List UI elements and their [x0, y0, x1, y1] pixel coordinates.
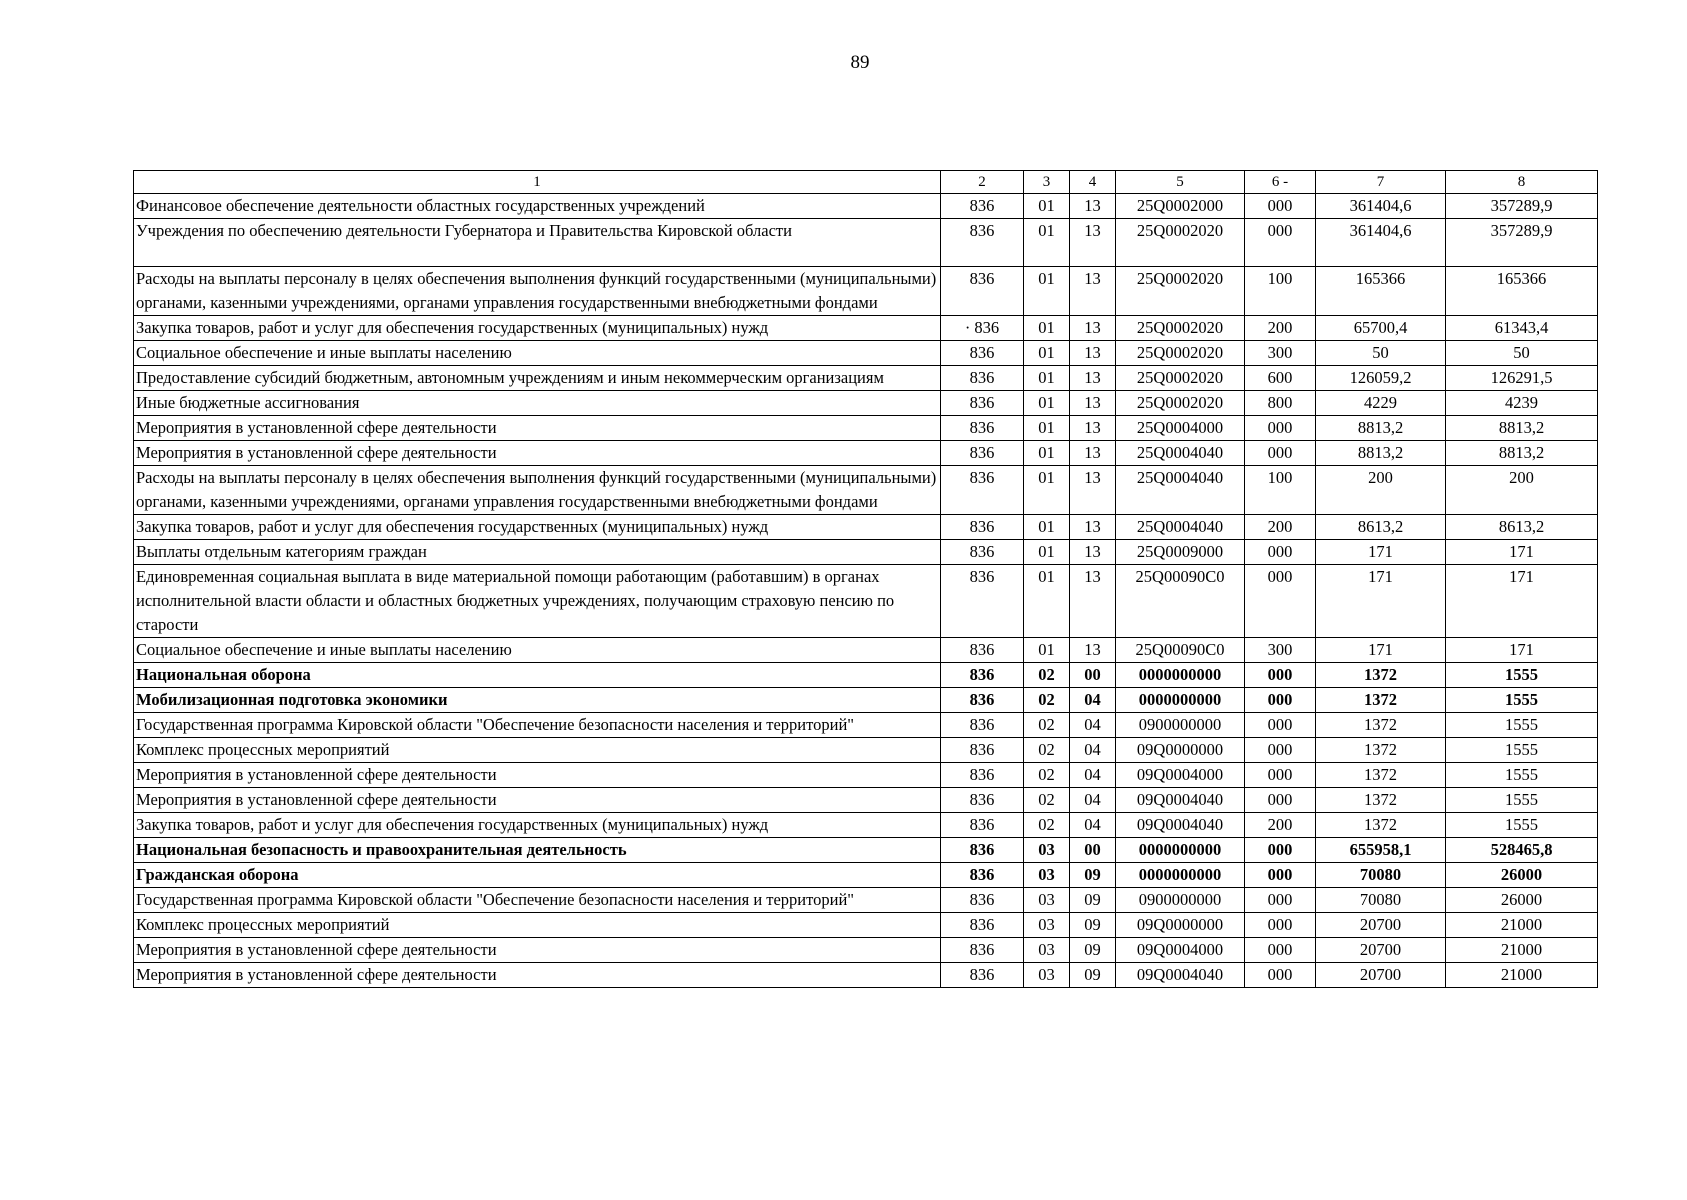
row-target-article-cell: 25Q0004040: [1116, 441, 1245, 466]
row-expense-type-cell: 000: [1245, 938, 1316, 963]
row-amount-1-cell: 171: [1316, 638, 1446, 663]
row-target-article-cell: 0000000000: [1116, 863, 1245, 888]
row-section-cell: 01: [1024, 219, 1070, 267]
row-code-cell: 836: [941, 813, 1024, 838]
row-name-cell: Учреждения по обеспечению деятельности Губернатора и Правительства Кировской области: [134, 219, 941, 267]
header-cell-8: 8: [1446, 171, 1598, 194]
row-amount-1-cell: 1372: [1316, 738, 1446, 763]
row-amount-2-cell: 21000: [1446, 913, 1598, 938]
row-amount-2-cell: 21000: [1446, 938, 1598, 963]
row-code-cell: 836: [941, 888, 1024, 913]
table-row: [134, 938, 1598, 963]
row-section-cell: 02: [1024, 713, 1070, 738]
table-row: [134, 738, 1598, 763]
row-amount-1-cell: 1372: [1316, 688, 1446, 713]
row-subsection-cell: 13: [1070, 515, 1116, 540]
row-target-article-cell: 09Q0004000: [1116, 938, 1245, 963]
row-code-cell: 836: [941, 366, 1024, 391]
row-section-cell: 01: [1024, 194, 1070, 219]
row-expense-type-cell: 300: [1245, 341, 1316, 366]
row-section-cell: 02: [1024, 663, 1070, 688]
row-code-cell: 836: [941, 540, 1024, 565]
row-amount-1-cell: 70080: [1316, 888, 1446, 913]
row-section-cell: 01: [1024, 638, 1070, 663]
row-target-article-cell: 25Q0002020: [1116, 267, 1245, 316]
row-section-cell: 01: [1024, 341, 1070, 366]
budget-table: [133, 170, 1598, 988]
row-amount-2-cell: 1555: [1446, 688, 1598, 713]
row-name-cell: Мероприятия в установленной сфере деятельности: [134, 441, 941, 466]
header-cell-6: 6 -: [1245, 171, 1316, 194]
row-name-cell: Социальное обеспечение и иные выплаты населению: [134, 638, 941, 663]
row-amount-1-cell: 200: [1316, 466, 1446, 515]
row-section-cell: 03: [1024, 863, 1070, 888]
table-row: [134, 219, 1598, 267]
row-subsection-cell: 04: [1070, 688, 1116, 713]
row-section-cell: 02: [1024, 738, 1070, 763]
row-subsection-cell: 13: [1070, 267, 1116, 316]
row-expense-type-cell: 000: [1245, 688, 1316, 713]
row-name-cell: Мероприятия в установленной сфере деятельности: [134, 938, 941, 963]
row-section-cell: 01: [1024, 316, 1070, 341]
row-code-cell: 836: [941, 763, 1024, 788]
table-row: [134, 515, 1598, 540]
row-subsection-cell: 09: [1070, 888, 1116, 913]
row-name-cell: Комплекс процессных мероприятий: [134, 913, 941, 938]
table-row: [134, 913, 1598, 938]
table-row: [134, 963, 1598, 988]
row-section-cell: 03: [1024, 913, 1070, 938]
row-section-cell: 01: [1024, 515, 1070, 540]
row-subsection-cell: 00: [1070, 663, 1116, 688]
row-section-cell: 01: [1024, 540, 1070, 565]
row-code-cell: 836: [941, 565, 1024, 638]
table-row: [134, 466, 1598, 515]
row-section-cell: 01: [1024, 366, 1070, 391]
row-target-article-cell: 25Q0004040: [1116, 466, 1245, 515]
row-code-cell: 836: [941, 441, 1024, 466]
row-subsection-cell: 13: [1070, 565, 1116, 638]
row-code-cell: 836: [941, 938, 1024, 963]
header-cell-2: 2: [941, 171, 1024, 194]
row-name-cell: Мероприятия в установленной сфере деятельности: [134, 788, 941, 813]
row-name-cell: Комплекс процессных мероприятий: [134, 738, 941, 763]
row-name-cell: Национальная оборона: [134, 663, 941, 688]
row-amount-2-cell: 171: [1446, 638, 1598, 663]
row-target-article-cell: 25Q00090C0: [1116, 638, 1245, 663]
row-amount-2-cell: 1555: [1446, 788, 1598, 813]
row-subsection-cell: 04: [1070, 713, 1116, 738]
row-target-article-cell: 25Q0002020: [1116, 341, 1245, 366]
row-amount-1-cell: 361404,6: [1316, 194, 1446, 219]
row-expense-type-cell: 000: [1245, 416, 1316, 441]
row-amount-2-cell: 26000: [1446, 888, 1598, 913]
row-name-cell: Расходы на выплаты персоналу в целях обеспечения выполнения функций государственными (муниципальными) органами, казенными учреждениями, органами управления государственными внебюджетными фондами: [134, 466, 941, 515]
row-target-article-cell: 0900000000: [1116, 888, 1245, 913]
row-amount-1-cell: 65700,4: [1316, 316, 1446, 341]
row-code-cell: 836: [941, 738, 1024, 763]
row-section-cell: 01: [1024, 466, 1070, 515]
row-target-article-cell: 0000000000: [1116, 838, 1245, 863]
row-amount-2-cell: 165366: [1446, 267, 1598, 316]
row-code-cell: 836: [941, 194, 1024, 219]
row-name-cell: Государственная программа Кировской области "Обеспечение безопасности населения и территорий": [134, 713, 941, 738]
row-name-cell: Закупка товаров, работ и услуг для обеспечения государственных (муниципальных) нужд: [134, 813, 941, 838]
row-amount-2-cell: 171: [1446, 540, 1598, 565]
row-expense-type-cell: 100: [1245, 267, 1316, 316]
row-amount-1-cell: 171: [1316, 540, 1446, 565]
row-name-cell: Закупка товаров, работ и услуг для обеспечения государственных (муниципальных) нужд: [134, 316, 941, 341]
row-code-cell: 836: [941, 515, 1024, 540]
row-name-cell: Социальное обеспечение и иные выплаты населению: [134, 341, 941, 366]
row-target-article-cell: 09Q0004000: [1116, 763, 1245, 788]
row-code-cell: · 836: [941, 316, 1024, 341]
row-amount-1-cell: 8813,2: [1316, 441, 1446, 466]
row-name-cell: Предоставление субсидий бюджетным, автономным учреждениям и иным некоммерческим организациям: [134, 366, 941, 391]
row-amount-2-cell: 26000: [1446, 863, 1598, 888]
row-subsection-cell: 09: [1070, 863, 1116, 888]
row-amount-2-cell: 1555: [1446, 813, 1598, 838]
row-name-cell: Закупка товаров, работ и услуг для обеспечения государственных (муниципальных) нужд: [134, 515, 941, 540]
row-expense-type-cell: 200: [1245, 316, 1316, 341]
row-expense-type-cell: 300: [1245, 638, 1316, 663]
row-subsection-cell: 13: [1070, 219, 1116, 267]
row-target-article-cell: 25Q0002020: [1116, 316, 1245, 341]
header-row: [134, 171, 1598, 194]
row-subsection-cell: 13: [1070, 316, 1116, 341]
row-code-cell: 836: [941, 466, 1024, 515]
row-amount-1-cell: 655958,1: [1316, 838, 1446, 863]
row-target-article-cell: 09Q0004040: [1116, 813, 1245, 838]
row-code-cell: 836: [941, 341, 1024, 366]
row-amount-1-cell: 20700: [1316, 913, 1446, 938]
row-target-article-cell: 09Q0000000: [1116, 738, 1245, 763]
row-amount-1-cell: 171: [1316, 565, 1446, 638]
row-expense-type-cell: 600: [1245, 366, 1316, 391]
row-target-article-cell: 0900000000: [1116, 713, 1245, 738]
row-expense-type-cell: 000: [1245, 888, 1316, 913]
row-subsection-cell: 13: [1070, 441, 1116, 466]
row-target-article-cell: 25Q0002020: [1116, 366, 1245, 391]
row-target-article-cell: 09Q0004040: [1116, 788, 1245, 813]
row-expense-type-cell: 000: [1245, 219, 1316, 267]
row-expense-type-cell: 000: [1245, 663, 1316, 688]
header-cell-3: 3: [1024, 171, 1070, 194]
row-code-cell: 836: [941, 416, 1024, 441]
row-name-cell: Государственная программа Кировской области "Обеспечение безопасности населения и территорий": [134, 888, 941, 913]
row-name-cell: Расходы на выплаты персоналу в целях обеспечения выполнения функций государственными (муниципальными) органами, казенными учреждениями, органами управления государственными внебюджетными фондами: [134, 267, 941, 316]
row-section-cell: 02: [1024, 688, 1070, 713]
row-expense-type-cell: 000: [1245, 738, 1316, 763]
row-amount-2-cell: 171: [1446, 565, 1598, 638]
row-section-cell: 01: [1024, 441, 1070, 466]
row-expense-type-cell: 000: [1245, 838, 1316, 863]
row-subsection-cell: 13: [1070, 391, 1116, 416]
table-row: [134, 788, 1598, 813]
row-section-cell: 02: [1024, 788, 1070, 813]
row-code-cell: 836: [941, 391, 1024, 416]
row-amount-1-cell: 20700: [1316, 938, 1446, 963]
page-number: 89: [850, 52, 870, 73]
row-code-cell: 836: [941, 219, 1024, 267]
row-code-cell: 836: [941, 963, 1024, 988]
row-amount-1-cell: 1372: [1316, 763, 1446, 788]
row-subsection-cell: 04: [1070, 763, 1116, 788]
row-amount-2-cell: 200: [1446, 466, 1598, 515]
row-amount-1-cell: 8813,2: [1316, 416, 1446, 441]
row-target-article-cell: 25Q0004000: [1116, 416, 1245, 441]
row-expense-type-cell: 000: [1245, 763, 1316, 788]
row-subsection-cell: 09: [1070, 938, 1116, 963]
row-amount-1-cell: 1372: [1316, 813, 1446, 838]
row-expense-type-cell: 000: [1245, 194, 1316, 219]
row-name-cell: Мероприятия в установленной сфере деятельности: [134, 763, 941, 788]
row-amount-2-cell: 4239: [1446, 391, 1598, 416]
table-row: [134, 416, 1598, 441]
row-code-cell: 836: [941, 838, 1024, 863]
row-section-cell: 02: [1024, 763, 1070, 788]
row-amount-1-cell: 1372: [1316, 663, 1446, 688]
row-name-cell: Иные бюджетные ассигнования: [134, 391, 941, 416]
row-expense-type-cell: 800: [1245, 391, 1316, 416]
row-amount-1-cell: 1372: [1316, 713, 1446, 738]
row-expense-type-cell: 000: [1245, 963, 1316, 988]
row-code-cell: 836: [941, 663, 1024, 688]
row-code-cell: 836: [941, 713, 1024, 738]
table-row: [134, 688, 1598, 713]
row-amount-2-cell: 357289,9: [1446, 219, 1598, 267]
row-target-article-cell: 0000000000: [1116, 663, 1245, 688]
row-amount-2-cell: 528465,8: [1446, 838, 1598, 863]
row-amount-2-cell: 8813,2: [1446, 416, 1598, 441]
table-row: [134, 441, 1598, 466]
row-code-cell: 836: [941, 863, 1024, 888]
row-target-article-cell: 25Q0002020: [1116, 391, 1245, 416]
row-amount-2-cell: 357289,9: [1446, 194, 1598, 219]
row-code-cell: 836: [941, 267, 1024, 316]
row-amount-2-cell: 8813,2: [1446, 441, 1598, 466]
table-row: [134, 838, 1598, 863]
row-code-cell: 836: [941, 913, 1024, 938]
row-subsection-cell: 04: [1070, 813, 1116, 838]
row-amount-1-cell: 70080: [1316, 863, 1446, 888]
row-section-cell: 01: [1024, 565, 1070, 638]
table-row: [134, 638, 1598, 663]
row-target-article-cell: 25Q00090C0: [1116, 565, 1245, 638]
row-expense-type-cell: 200: [1245, 813, 1316, 838]
row-subsection-cell: 13: [1070, 366, 1116, 391]
row-target-article-cell: 09Q0000000: [1116, 913, 1245, 938]
table-row: [134, 863, 1598, 888]
row-section-cell: 01: [1024, 416, 1070, 441]
row-expense-type-cell: 000: [1245, 913, 1316, 938]
row-subsection-cell: 09: [1070, 913, 1116, 938]
row-expense-type-cell: 000: [1245, 863, 1316, 888]
row-section-cell: 03: [1024, 963, 1070, 988]
row-amount-1-cell: 1372: [1316, 788, 1446, 813]
row-section-cell: 03: [1024, 888, 1070, 913]
table-row: [134, 663, 1598, 688]
table-row: [134, 565, 1598, 638]
row-subsection-cell: 04: [1070, 738, 1116, 763]
row-amount-2-cell: 1555: [1446, 763, 1598, 788]
row-amount-1-cell: 126059,2: [1316, 366, 1446, 391]
row-target-article-cell: 25Q0009000: [1116, 540, 1245, 565]
row-section-cell: 02: [1024, 813, 1070, 838]
table-body: [134, 171, 1598, 988]
row-target-article-cell: 25Q0002020: [1116, 219, 1245, 267]
row-section-cell: 03: [1024, 838, 1070, 863]
table-row: [134, 341, 1598, 366]
row-amount-1-cell: 361404,6: [1316, 219, 1446, 267]
row-subsection-cell: 09: [1070, 963, 1116, 988]
row-name-cell: Мобилизационная подготовка экономики: [134, 688, 941, 713]
table-row: [134, 391, 1598, 416]
row-subsection-cell: 04: [1070, 788, 1116, 813]
row-amount-1-cell: 50: [1316, 341, 1446, 366]
table-row: [134, 813, 1598, 838]
row-expense-type-cell: 000: [1245, 441, 1316, 466]
row-expense-type-cell: 100: [1245, 466, 1316, 515]
header-cell-7: 7: [1316, 171, 1446, 194]
table-row: [134, 540, 1598, 565]
row-target-article-cell: 09Q0004040: [1116, 963, 1245, 988]
row-amount-1-cell: 4229: [1316, 391, 1446, 416]
row-amount-2-cell: 1555: [1446, 713, 1598, 738]
row-section-cell: 01: [1024, 391, 1070, 416]
row-amount-2-cell: 61343,4: [1446, 316, 1598, 341]
row-subsection-cell: 13: [1070, 194, 1116, 219]
row-section-cell: 03: [1024, 938, 1070, 963]
row-name-cell: Мероприятия в установленной сфере деятельности: [134, 963, 941, 988]
row-amount-2-cell: 1555: [1446, 663, 1598, 688]
row-name-cell: Выплаты отдельным категориям граждан: [134, 540, 941, 565]
row-amount-1-cell: 165366: [1316, 267, 1446, 316]
row-code-cell: 836: [941, 638, 1024, 663]
row-section-cell: 01: [1024, 267, 1070, 316]
row-name-cell: Гражданская оборона: [134, 863, 941, 888]
row-expense-type-cell: 000: [1245, 540, 1316, 565]
row-amount-2-cell: 1555: [1446, 738, 1598, 763]
row-expense-type-cell: 200: [1245, 515, 1316, 540]
header-cell-4: 4: [1070, 171, 1116, 194]
row-expense-type-cell: 000: [1245, 788, 1316, 813]
row-code-cell: 836: [941, 788, 1024, 813]
row-target-article-cell: 25Q0004040: [1116, 515, 1245, 540]
row-expense-type-cell: 000: [1245, 565, 1316, 638]
row-amount-2-cell: 21000: [1446, 963, 1598, 988]
row-subsection-cell: 13: [1070, 341, 1116, 366]
table-row: [134, 888, 1598, 913]
table-row: [134, 366, 1598, 391]
row-subsection-cell: 00: [1070, 838, 1116, 863]
row-amount-1-cell: 8613,2: [1316, 515, 1446, 540]
row-subsection-cell: 13: [1070, 466, 1116, 515]
row-amount-2-cell: 8613,2: [1446, 515, 1598, 540]
row-target-article-cell: 0000000000: [1116, 688, 1245, 713]
header-cell-5: 5: [1116, 171, 1245, 194]
row-subsection-cell: 13: [1070, 540, 1116, 565]
row-amount-2-cell: 126291,5: [1446, 366, 1598, 391]
row-amount-1-cell: 20700: [1316, 963, 1446, 988]
table-row: [134, 194, 1598, 219]
table-row: [134, 713, 1598, 738]
table-row: [134, 316, 1598, 341]
row-subsection-cell: 13: [1070, 638, 1116, 663]
table-row: [134, 267, 1598, 316]
row-subsection-cell: 13: [1070, 416, 1116, 441]
row-name-cell: Национальная безопасность и правоохранительная деятельность: [134, 838, 941, 863]
row-target-article-cell: 25Q0002000: [1116, 194, 1245, 219]
header-cell-1: 1: [134, 171, 941, 194]
row-name-cell: Мероприятия в установленной сфере деятельности: [134, 416, 941, 441]
row-expense-type-cell: 000: [1245, 713, 1316, 738]
row-name-cell: Единовременная социальная выплата в виде материальной помощи работающим (работавшим) в органах исполнительной власти области и областных бюджетных учреждениях, получающим страховую пенсию по старости: [134, 565, 941, 638]
row-name-cell: Финансовое обеспечение деятельности областных государственных учреждений: [134, 194, 941, 219]
row-code-cell: 836: [941, 688, 1024, 713]
row-amount-2-cell: 50: [1446, 341, 1598, 366]
table-row: [134, 763, 1598, 788]
